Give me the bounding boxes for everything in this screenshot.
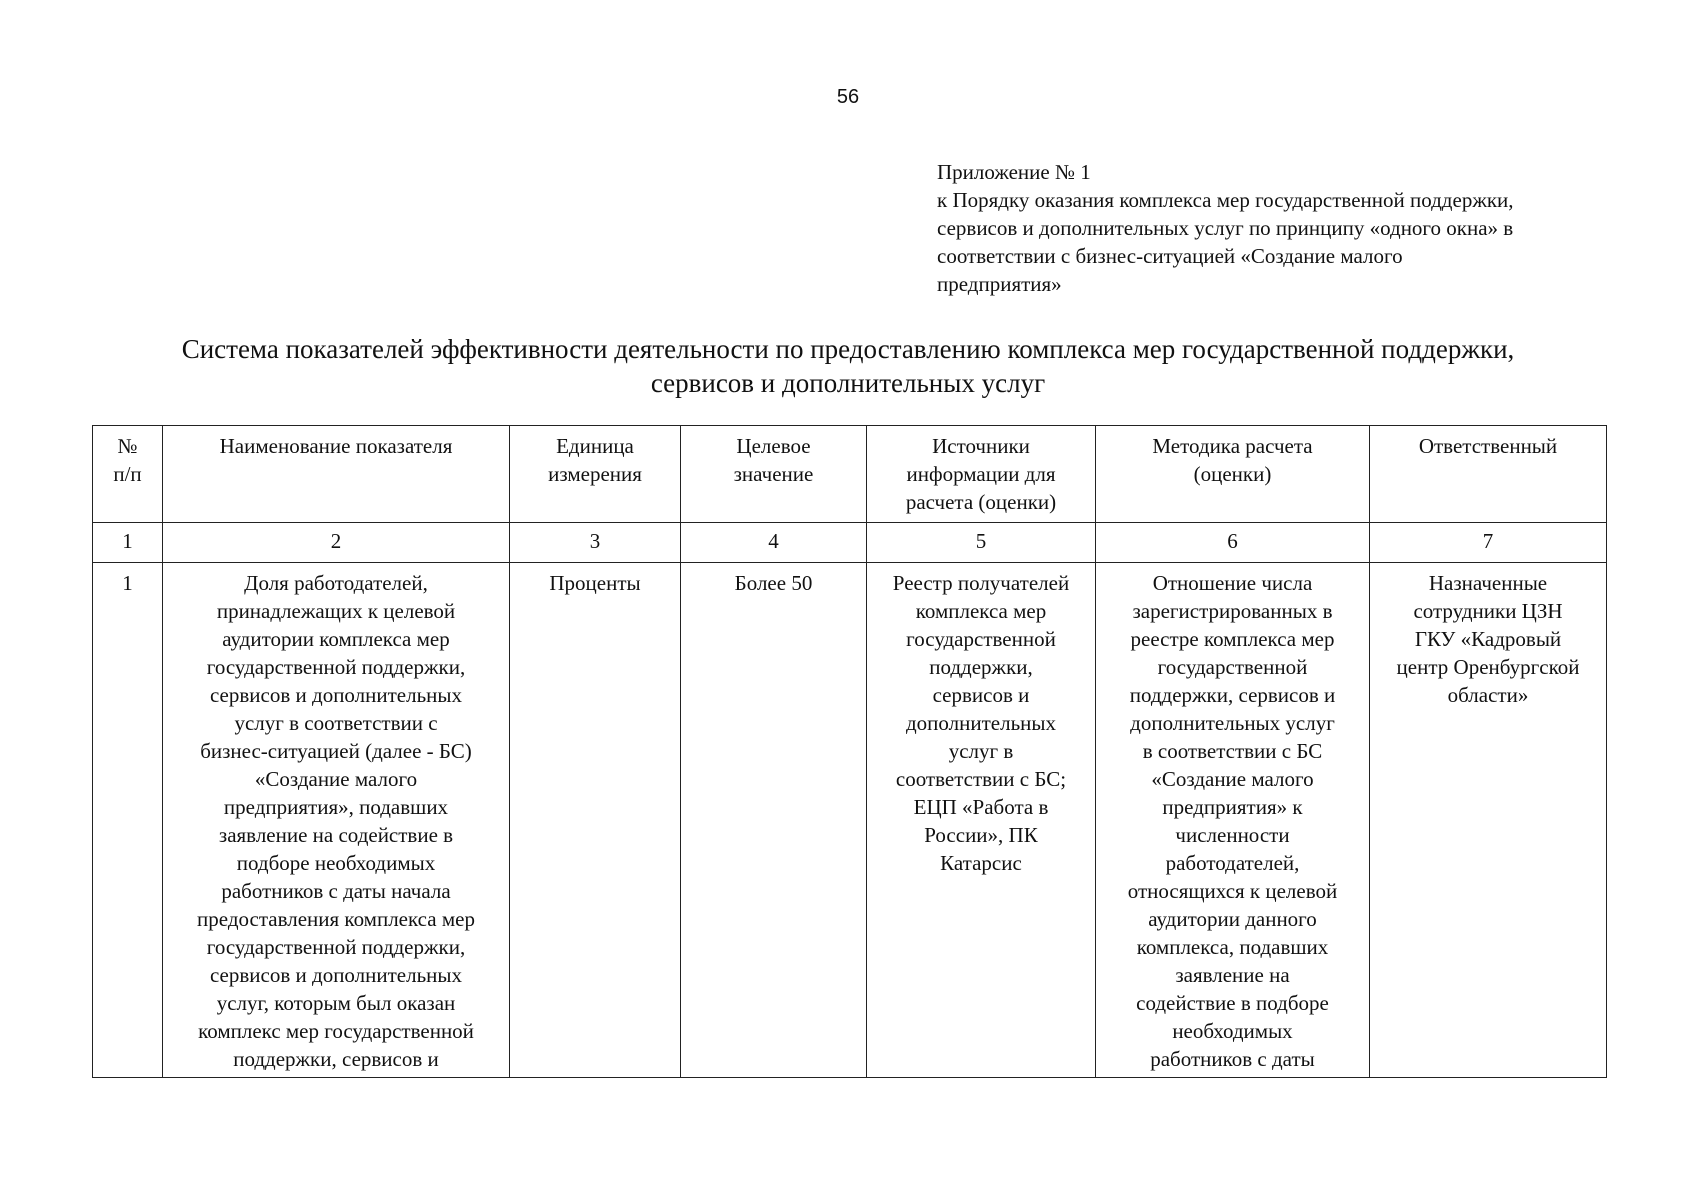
column-header-6 (1096, 426, 1370, 523)
column-number-1: 1 (93, 523, 163, 563)
column-number-2: 2 (163, 523, 510, 563)
column-header-2 (163, 426, 510, 523)
cell-text-line: поддержки, сервисов и (233, 1047, 439, 1071)
cell-text-line: реестре комплекса мер (1130, 627, 1335, 651)
column-number-6: 6 (1096, 523, 1370, 563)
cell-text-line: центр Оренбургской (1396, 655, 1580, 679)
cell-text-line: «Создание малого (254, 767, 418, 791)
cell-text-line: Катарсис (940, 851, 1022, 875)
cell-text-line: Реестр получателей (892, 571, 1070, 595)
cell-text-line: ЕЦП «Работа в (913, 795, 1049, 819)
cell-text-line: «Создание малого (1151, 767, 1314, 791)
column-header-1 (93, 426, 163, 523)
appendix-line: соответствии с бизнес-ситуацией «Создание малого (937, 244, 1403, 268)
cell-text-line: аудитории комплекса мер (222, 627, 450, 651)
cell-text-line: Проценты (549, 571, 641, 595)
column-number-5: 5 (867, 523, 1096, 563)
cell-text-line: комплекс мер государственной (198, 1019, 474, 1043)
header-text-line: Ответственный (1418, 434, 1558, 458)
cell-text-line: комплекса мер (915, 599, 1047, 623)
table-row (93, 563, 1607, 1078)
cell-text-line: поддержки, сервисов и (1129, 683, 1336, 707)
header-text-line: (оценки) (1193, 462, 1272, 486)
cell-text-line: Более 50 (734, 571, 813, 595)
cell-text-line: 1 (122, 571, 133, 595)
cell-text-line: заявление на (1175, 963, 1290, 987)
cell-text-line: относящихся к целевой (1127, 879, 1338, 903)
table-cell-col-7 (1370, 563, 1607, 1078)
cell-text-line: Доля работодателей, (244, 571, 428, 595)
table-cell-col-1 (93, 563, 163, 1078)
header-text-line: Единица (556, 434, 634, 458)
document-title (0, 332, 1696, 400)
cell-text-line: государственной (1157, 655, 1308, 679)
table-body (93, 563, 1607, 1078)
cell-text-line: ГКУ «Кадровый (1414, 627, 1562, 651)
column-number-3: 3 (510, 523, 681, 563)
header-text-line: информации для (906, 462, 1056, 486)
cell-text-line: работников с даты начала (221, 879, 451, 903)
cell-text-line: России», ПК (924, 823, 1038, 847)
table-cell-col-3 (510, 563, 681, 1078)
cell-text-line: предприятия» к (1162, 795, 1303, 819)
header-row (93, 426, 1607, 523)
appendix-line: к Порядку оказания комплекса мер государственной поддержки, (937, 188, 1514, 212)
cell-text-line: комплекса, подавших (1136, 935, 1329, 959)
cell-text-line: области» (1447, 683, 1529, 707)
appendix-line: Приложение № 1 (937, 160, 1091, 184)
cell-text-line: Отношение числа (1152, 571, 1313, 595)
cell-text-line: работодателей, (1165, 851, 1300, 875)
column-header-3 (510, 426, 681, 523)
cell-text-line: подборе необходимых (236, 851, 436, 875)
table-cell-col-2 (163, 563, 510, 1078)
cell-text-line: государственной поддержки, (206, 935, 466, 959)
cell-text-line: сервисов и (932, 683, 1030, 707)
cell-text-line: работников с даты (1150, 1047, 1315, 1071)
column-number-row (93, 523, 1607, 563)
appendix-line: предприятия» (937, 272, 1062, 296)
indicators-table (92, 425, 1607, 1078)
cell-text-line: аудитории данного (1148, 907, 1317, 931)
cell-text-line: численности (1175, 823, 1290, 847)
cell-text-line: предприятия», подавших (223, 795, 449, 819)
column-number-4: 4 (681, 523, 867, 563)
header-text-line: измерения (548, 462, 642, 486)
cell-text-line: Назначенные (1428, 571, 1548, 595)
page-number: 56 (836, 86, 860, 108)
header-text-line: Целевое (736, 434, 811, 458)
cell-text-line: содействие в подборе (1136, 991, 1329, 1015)
table-cell-col-5 (867, 563, 1096, 1078)
cell-text-line: дополнительных услуг (1130, 711, 1335, 735)
cell-text-line: предоставления комплекса мер (197, 907, 475, 931)
cell-text-line: поддержки, (929, 655, 1033, 679)
title-line: Система показателей эффективности деятельности по предоставлению комплекса мер государственной поддержки, (181, 334, 1515, 364)
title-line: сервисов и дополнительных услуг (650, 368, 1046, 398)
cell-text-line: сервисов и дополнительных (209, 963, 463, 987)
cell-text-line: дополнительных (905, 711, 1056, 735)
table-cell-col-4 (681, 563, 867, 1078)
cell-text-line: услуг, которым был оказан (216, 991, 456, 1015)
header-text-line: № (117, 434, 138, 458)
table-cell-col-6 (1096, 563, 1370, 1078)
cell-text-line: государственной поддержки, (206, 655, 466, 679)
column-header-7 (1370, 426, 1607, 523)
header-text-line: Методика расчета (1152, 434, 1313, 458)
cell-text-line: государственной (906, 627, 1056, 651)
cell-text-line: необходимых (1172, 1019, 1293, 1043)
cell-text-line: услуг в соответствии с (234, 711, 438, 735)
header-text-line: Наименование показателя (219, 434, 453, 458)
column-header-4 (681, 426, 867, 523)
column-number-7: 7 (1370, 523, 1607, 563)
cell-text-line: заявление на содействие в (218, 823, 454, 847)
cell-text-line: услуг в (948, 739, 1014, 763)
cell-text-line: сотрудники ЦЗН (1413, 599, 1563, 623)
cell-text-line: соответствии с БС; (895, 767, 1067, 791)
cell-text-line: в соответствии с БС (1142, 739, 1323, 763)
appendix-reference (937, 158, 1637, 298)
header-text-line: п/п (113, 462, 142, 486)
cell-text-line: зарегистрированных в (1132, 599, 1333, 623)
header-text-line: расчета (оценки) (905, 490, 1057, 514)
cell-text-line: сервисов и дополнительных (209, 683, 463, 707)
appendix-line: сервисов и дополнительных услуг по принципу «одного окна» в (937, 216, 1514, 240)
cell-text-line: принадлежащих к целевой (216, 599, 456, 623)
cell-text-line: бизнес-ситуацией (далее - БС) (200, 739, 472, 763)
column-header-5 (867, 426, 1096, 523)
header-text-line: значение (733, 462, 814, 486)
header-text-line: Источники (932, 434, 1030, 458)
